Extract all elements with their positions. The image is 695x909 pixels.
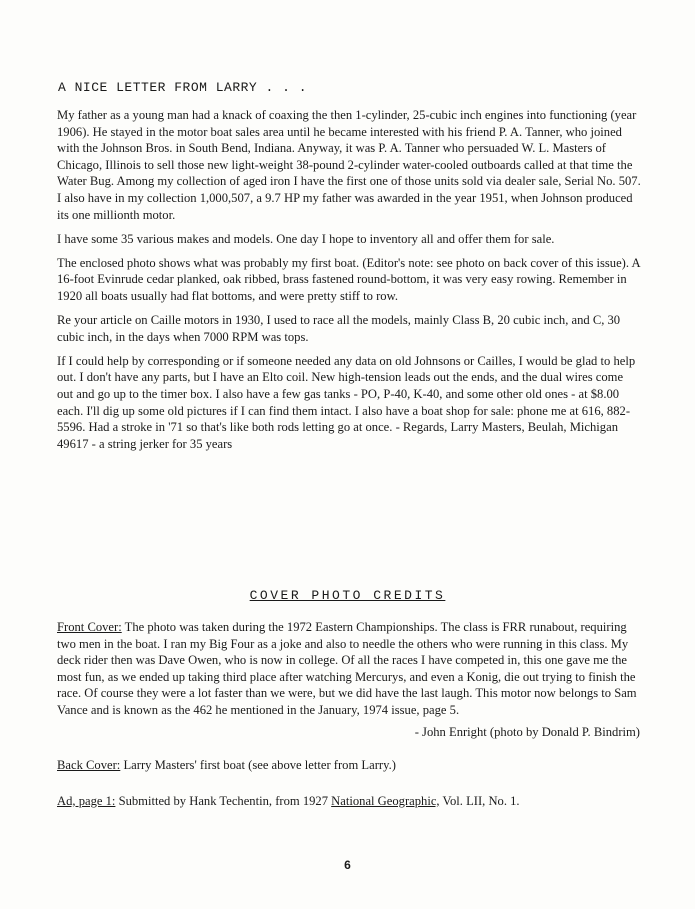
letter-paragraph: I have some 35 various makes and models. One day I hope to inventory all and offer them for sale. [57, 231, 555, 246]
credits-title: COVER PHOTO CREDITS [249, 588, 446, 603]
front-cover-credit [57, 619, 642, 719]
ad-magazine: National Geographic, [331, 793, 440, 808]
letter-heading: A NICE LETTER FROM LARRY . . . [58, 80, 308, 95]
ad-credit [57, 793, 642, 810]
credits-body [57, 619, 642, 809]
letter-body [57, 107, 642, 460]
back-cover-credit [57, 757, 642, 774]
front-cover-text: The photo was taken during the 1972 Eastern Championships. The class is FRR runabout, requiring two men in the boat. I ran my Big Four as a joke and also to needle the others who were running in this class. My deck rider then was Dave Owen, who is now in college. Of all the races I have competed in, this one gave me the most fun, as we ended up taking third place after watching Mercurys, and even a Konig, die out trying to finish the race. Of course they were a lot faster than we were, but we did have the last laugh. This motor now belongs to Sam Vance and is known as the 462 he mentioned in the January, 1974 issue, page 5. [57, 620, 637, 717]
page-number: 6 [344, 858, 351, 872]
front-cover-signature: - John Enright (photo by Donald P. Bindrim) [414, 724, 640, 739]
ad-label: Ad, page 1: [57, 793, 116, 808]
ad-text-before: Submitted by Hank Techentin, from 1927 [118, 793, 329, 808]
back-cover-text: Larry Masters' first boat (see above letter from Larry.) [123, 758, 396, 773]
ad-text-after: Vol. LII, No. 1. [442, 793, 520, 808]
letter-paragraph: My father as a young man had a knack of coaxing the then 1-cylinder, 25-cubic inch engines into functioning (year 1906). He stayed in the motor boat sales area until he became interested with his friend P. A. Tanner, who joined with the Johnson Bros. in South Bend, Indiana. Anyway, it was P. A. Tanner who persuaded W. L. Masters of Chicago, Illinois to sell those new light-weight 38-pound 2-cylinder water-cooled outboards called at that time the Water Bug. Among my collection of aged iron I have the first one of those units sold via dealer sale, Serial No. 507. I also have in my collection 1,000,507, a 9.7 HP my father was awarded in the year 1951, when Johnson produced its one millionth motor. [57, 108, 641, 222]
letter-paragraph: If I could help by corresponding or if someone needed any data on old Johnsons or Cailles, I would be glad to help out. I don't have any parts, but I have an Elto coil. New high-tension leads out the ends, and the dual wires come out and go up to the timer box. I also have a few gas tanks - PO, P-40, K-40, and some other old ones - at $8.00 each. I'll dig up some old pictures if I can find them intact. I also have a boat shop for sale: phone me at 616, 882-5596. Had a stroke in '71 so that's like both rods letting go at once. - Regards, Larry Masters, Beulah, Michigan 49617 - a string jerker for 35 years [57, 353, 636, 451]
letter-paragraph: Re your article on Caille motors in 1930, I used to race all the models, mainly Class B, 20 cubic inch, and C, 30 cubic inch, in the days when 7000 RPM was tops. [57, 313, 621, 344]
front-cover-label: Front Cover: [57, 620, 122, 634]
back-cover-label: Back Cover: [57, 758, 121, 773]
letter-paragraph: The enclosed photo shows what was probably my first boat. (Editor's note: see photo on back cover of this issue). A 16-foot Evinrude cedar planked, oak ribbed, brass fastened round-bottom, it was very easy rowing. Remember in 1920 all boats usually had flat bottoms, and were pretty stiff to row. [57, 255, 640, 303]
